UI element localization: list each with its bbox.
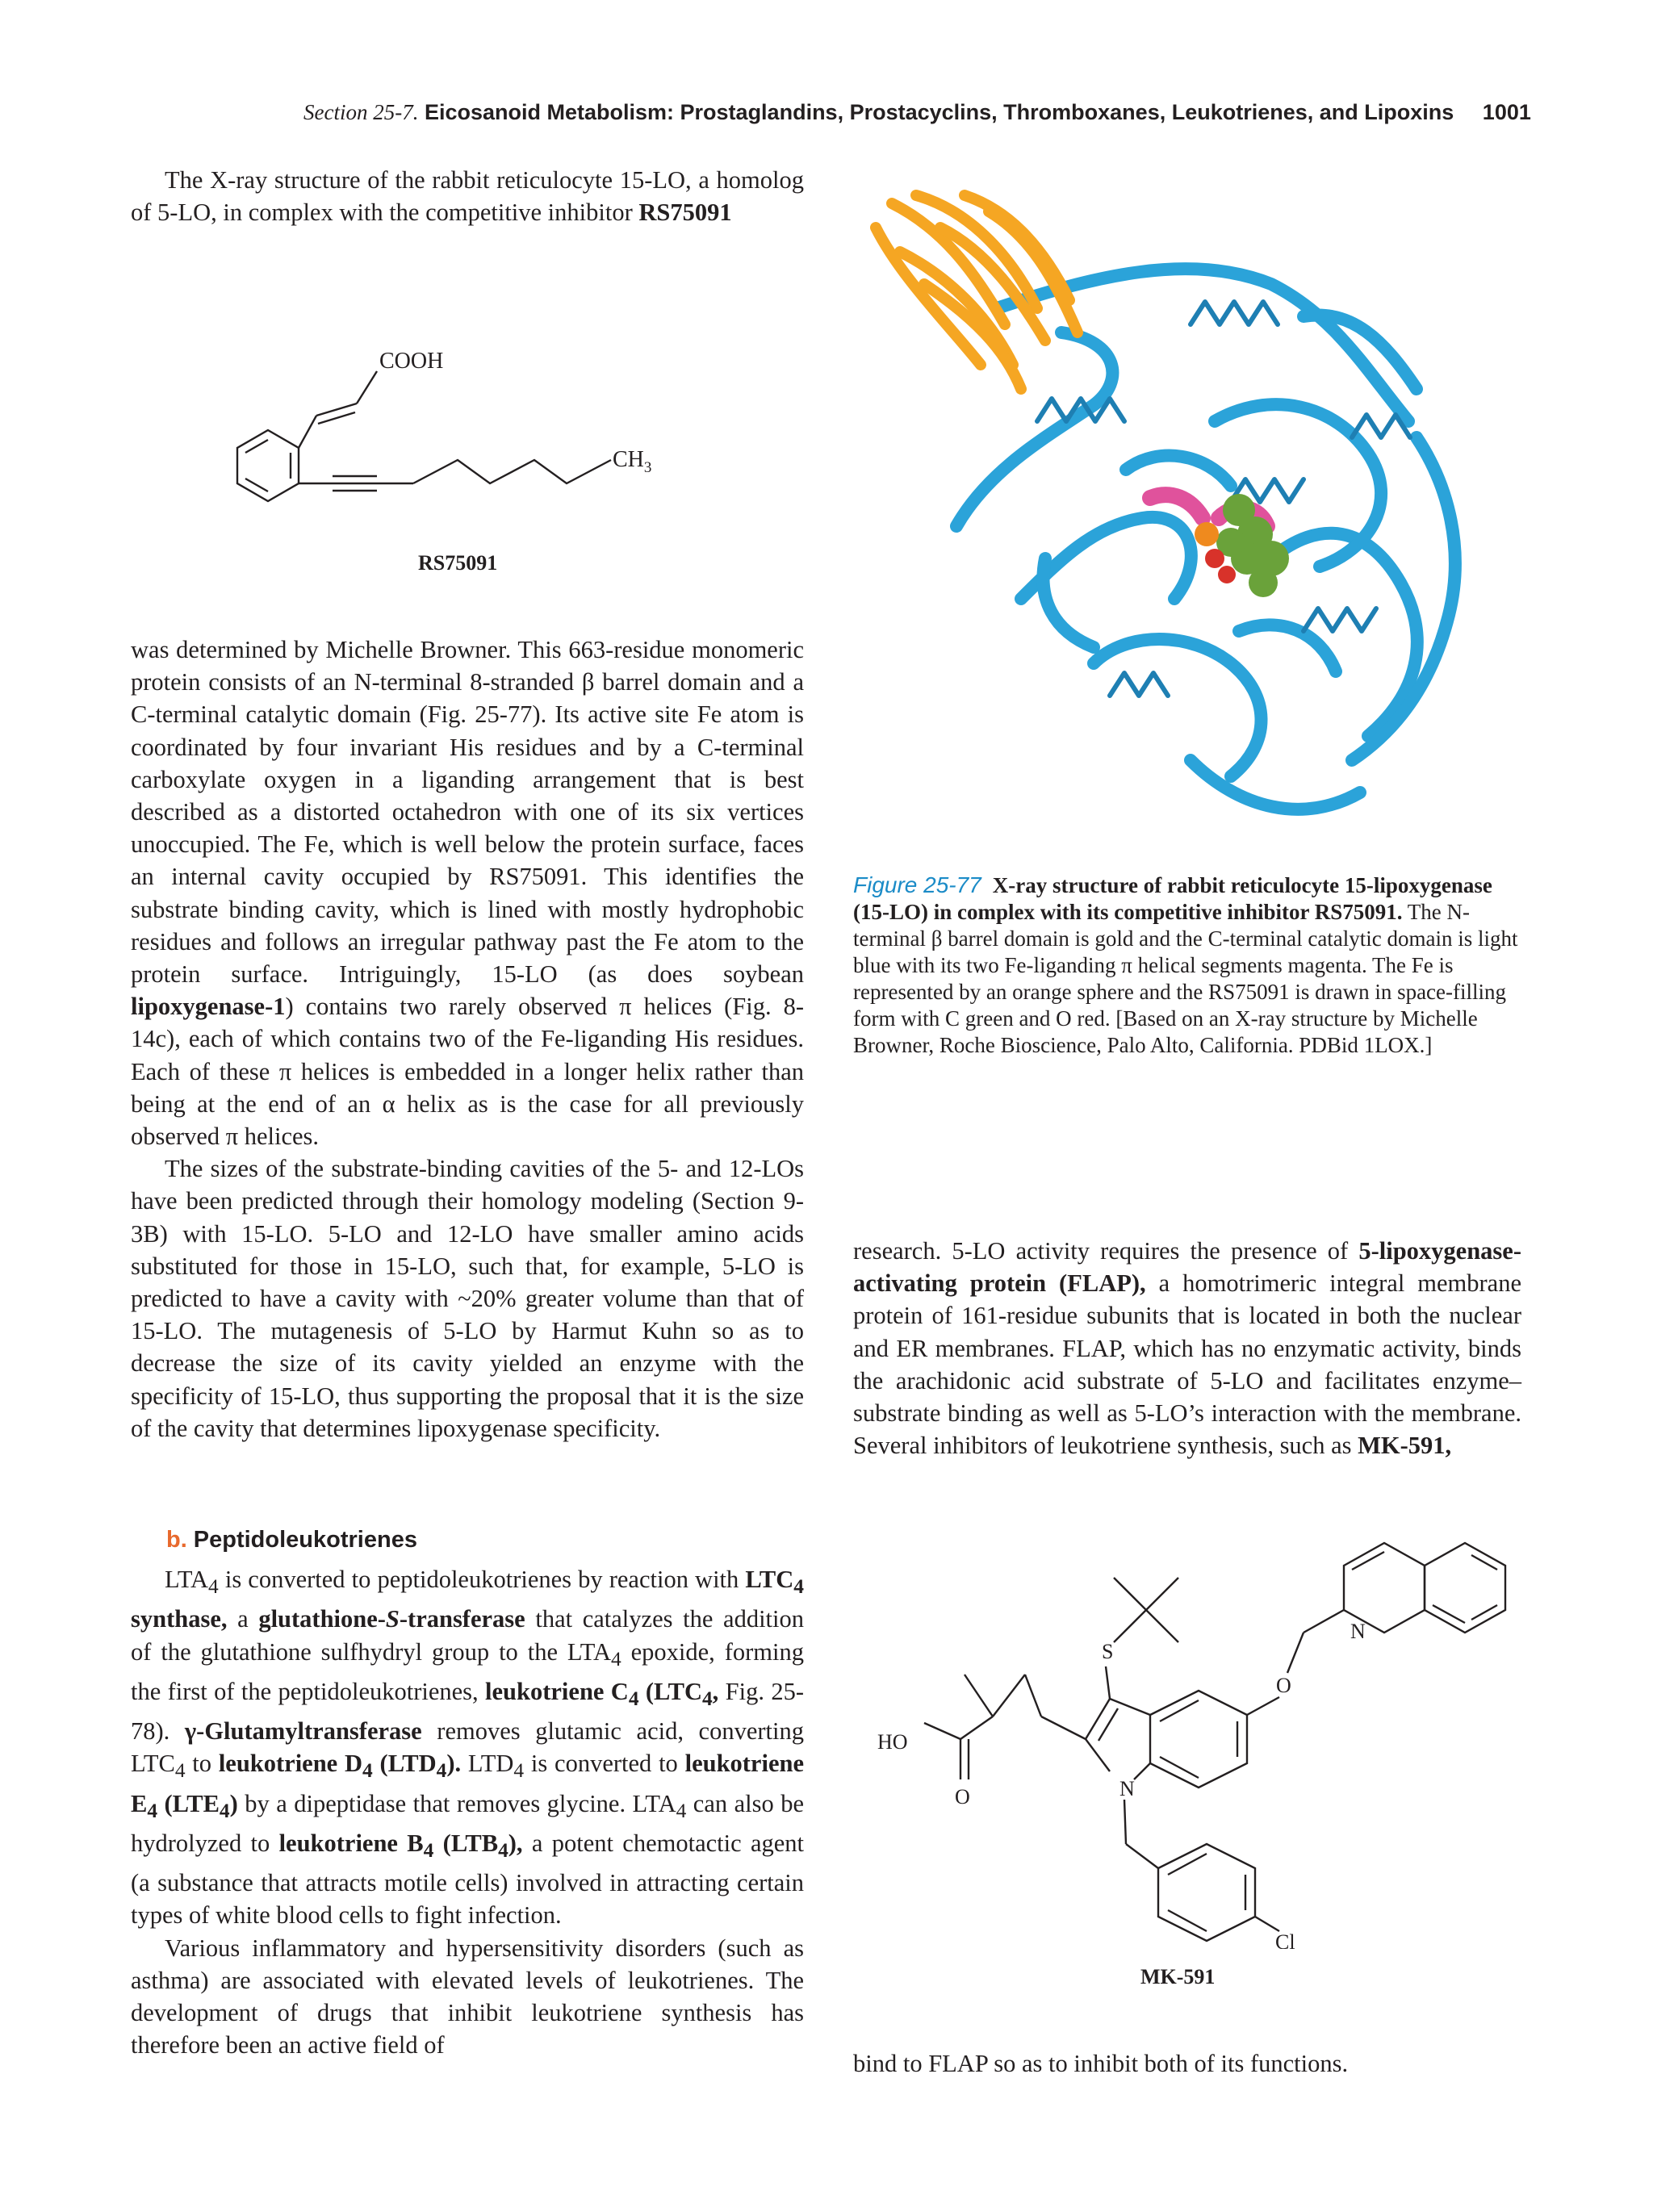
intro-paragraph <box>131 164 804 228</box>
subhead-letter: b. <box>166 1527 187 1553</box>
carbonyl-oxygen-label: O <box>955 1785 970 1808</box>
figure-label: Figure 25-77 <box>853 872 981 897</box>
paragraph-peptidoleukotrienes: $LTA_4$ is converted to peptidoleukotrienes by reaction with $LTC_4$ synthase, a glutathione-S-transferase that catalyzes the addition of the glutathione sulfhydryl group to the $LTA_4$ epoxide, forming the first of the peptidoleukotrienes, leukotriene $C_4$ ($LTC_4$, Fig. 25-78). γ-Glutamyltransferase removes glutamic acid, converting $LTC_4$ to leukotriene $D_4$ $(LTD_4)$. $LTD_4$ is converted to leukotriene $E_4$ $(LTE_4)$ by a dipeptidase that removes glycine. $LTA_4$ can also be hydrolyzed to leukotriene $B_4$ $(LTB_4)$, a potent chemotactic agent (a substance that attracts motile cells) involved in attracting certain types of white blood cells to fight infection. <box>131 1566 804 1930</box>
rs75091-structure <box>211 331 728 589</box>
svg-text:CH3: $CH_3$ <box>613 447 652 476</box>
cooh-label: COOH <box>379 349 444 374</box>
flap-text-mid: a homotrimeric integral membrane protein of 161-residue subunits that is located in both the nuclear and ER membranes. FLAP, which has no enzymatic activity, binds the arachidonic acid substrate of 5-LO and facilitates enzyme–substrate binding as well as 5-LO’s interaction with the membrane. Several inhibitors of leukotriene synthesis, such as <box>853 1269 1521 1460</box>
caption-text: The N-terminal β barrel domain is gold and the C-terminal catalytic domain is light blue with its two Fe-liganding π helical segments magenta. The Fe is represented by an orange sphere and the RS75091 is drawn in space-filling form with C green and O red. [Based on an X-ray structure by Michelle Browner, Roche Bioscience, Palo Alto, California. PDBid 1LOX.] <box>853 900 1518 1057</box>
page-number: 1001 <box>1482 100 1531 124</box>
section-subhead <box>166 1527 417 1553</box>
right-column-final <box>853 2047 1521 2080</box>
flap-term: 5-lipoxygenase-activating protein (FLAP), <box>853 1237 1521 1298</box>
hydroxyl-label: HO <box>877 1730 908 1754</box>
paragraph-cavity: The sizes of the substrate-binding cavities of the 5- and 12-LOs have been predicted through their homology modeling (Section 9-3B) with 15-LO. 5-LO and 12-LO have smaller amino acids substituted for those in 15-LO, such that, for example, 5-LO is predicted to have a cavity with ~20% greater volume than that of 15-LO. The mutagenesis of 5-LO by Harmut Kuhn so as to decrease the size of its cavity yielded an enzyme with the specificity of 15-LO, thus supporting the proposal that it is the size of the cavity that determines lipoxygenase specificity. <box>131 1155 804 1442</box>
fe-atom-sphere <box>1195 522 1219 546</box>
p1-text-end: ) contains two rarely observed π helices (Fig. 8-14c), each of which contains two of the Fe-liganding His residues. Each of these π helices is embedded in a longer helix rather than being at the end of an α helix as is the case for all previously observed π helices. <box>131 993 804 1151</box>
header-title: Eicosanoid Metabolism: Prostaglandins, Prostacyclins, Thromboxanes, Leukotrienes, and Lipoxins <box>424 100 1454 124</box>
sulfur-label: S <box>1102 1640 1114 1663</box>
lipoxygenase-term: lipoxygenase-1 <box>131 993 286 1021</box>
inhibitor-name: RS75091 <box>638 199 732 227</box>
header-section: Section 25-7. <box>303 100 419 124</box>
protein-ribbon-figure <box>852 179 1546 881</box>
running-header <box>303 100 1531 125</box>
paragraph-bind-flap: bind to FLAP so as to inhibit both of its functions. <box>853 2050 1349 2077</box>
caption-title: X-ray structure of rabbit reticulocyte 15-lipoxygenase (15-LO) in complex with its competitive inhibitor RS75091. <box>853 873 1492 924</box>
indole-benzene-ring <box>1150 1691 1247 1788</box>
p1-text: was determined by Michelle Browner. This 663-residue monomeric protein consists of an N-terminal 8-stranded β barrel domain and a C-terminal catalytic domain (Fig. 25-77). Its active site Fe atom is coordinated by four invariant His residues and by a C-terminal carboxylate oxygen in a liganding arrangement that is best described as a distorted octahedron with one of its six vertices unoccupied. The Fe, which is well below the protein surface, faces an internal cavity occupied by RS75091. This identifies the substrate binding cavity, which is lined with mostly hydrophobic residues and follows an irregular pathway past the Fe atom to the protein surface. Intriguingly, 15-LO (as does soybean <box>131 636 804 989</box>
mk591-label: MK-591 <box>1140 1965 1216 1988</box>
ether-oxygen-label: O <box>1276 1674 1291 1697</box>
ch3-label: CH <box>613 447 644 472</box>
paragraph-structure <box>131 633 804 1152</box>
intro-text: The X-ray structure of the rabbit reticulocyte 15-LO, a homolog of 5-LO, in complex with the competitive inhibitor <box>131 166 804 227</box>
mk591-term: MK-591, <box>1358 1432 1452 1460</box>
quinoline-ring-b <box>1425 1543 1505 1633</box>
paragraph-inflammatory: Various inflammatory and hypersensitivity disorders (such as asthma) are associated with elevated levels of leukotrienes. The development of drugs that inhibit leukotriene synthesis has therefore been an active field of <box>131 1934 804 2059</box>
flap-text: research. 5-LO activity requires the presence of <box>853 1237 1359 1265</box>
chlorobenzyl-ring <box>1158 1844 1255 1941</box>
chlorine-label: Cl <box>1275 1930 1295 1949</box>
left-column-body <box>131 633 804 1445</box>
rs75091-label: RS75091 <box>418 551 498 575</box>
paragraph-flap <box>853 1235 1521 1461</box>
figure-caption <box>853 872 1521 1059</box>
right-column-body <box>853 1235 1521 1461</box>
indole-nitrogen-label: N <box>1119 1777 1135 1800</box>
left-column-lower <box>131 1563 804 2061</box>
subhead-title: Peptidoleukotrienes <box>193 1527 417 1553</box>
mk591-structure <box>868 1537 1521 1949</box>
quinoline-nitrogen-label: N <box>1350 1620 1366 1643</box>
